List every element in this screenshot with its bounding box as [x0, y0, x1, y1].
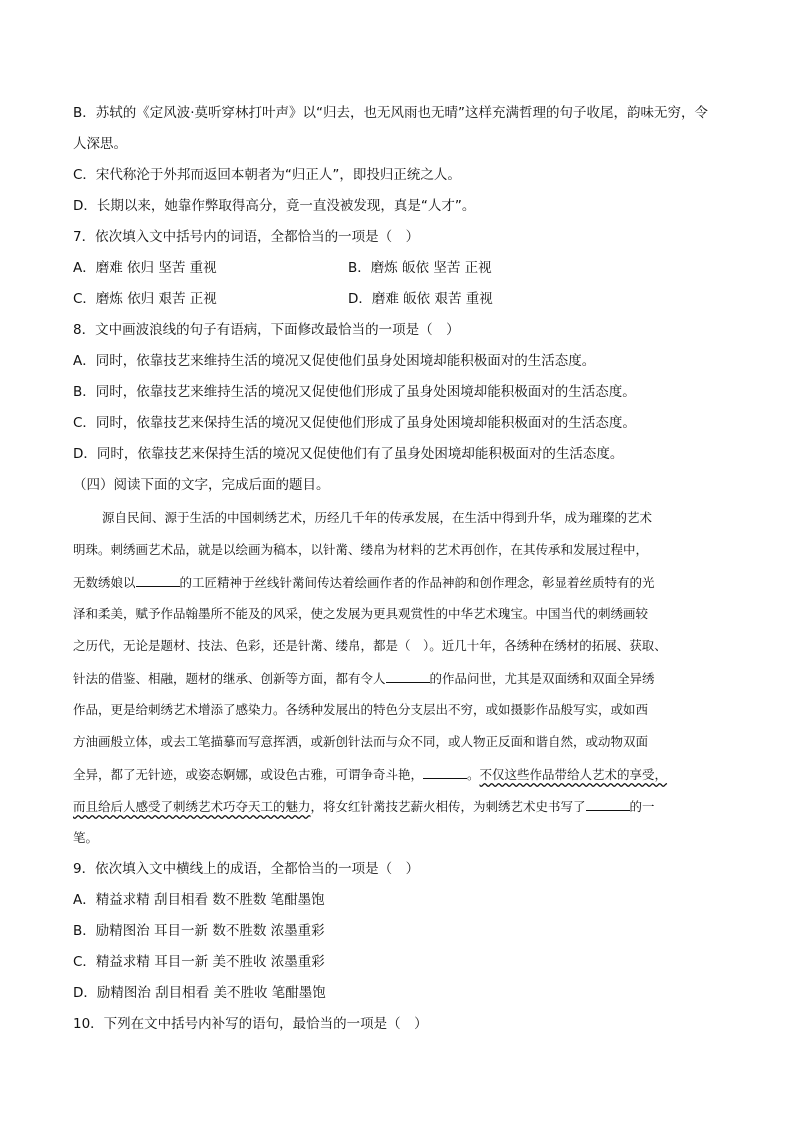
q9-option-c: C．精益求精 耳目一新 美不胜收 浓墨重彩 — [73, 954, 325, 970]
passage-line-7: 作品，更是给刺绣艺术增添了感染力。各绣种发展出的特色分支层出不穷，或如摄影作品般写实，或如西 — [73, 702, 649, 717]
q10-stem: 10．下列在文中括号内补写的语句，最恰当的一项是（ ） — [73, 1016, 428, 1032]
passage-line-10 — [73, 796, 723, 815]
passage-text: 的一 — [629, 799, 655, 814]
q7-option-a: A．磨难 依归 坚苦 重视 — [73, 260, 217, 276]
passage-line-11: 笔。 — [73, 830, 99, 845]
q7-option-d: D．磨难 皈依 艰苦 重视 — [348, 291, 493, 307]
section4-heading: （四）阅读下面的文字，完成后面的题目。 — [73, 477, 330, 493]
q9-option-b: B．励精图治 耳目一新 数不胜数 浓墨重彩 — [73, 923, 325, 939]
q6-option-d: D．长期以来，她靠作弊取得高分，竟一直没被发现，真是“人才”。 — [73, 198, 476, 214]
passage-line-9 — [73, 764, 723, 783]
blank-4 — [586, 796, 630, 811]
wavy-underlined-sentence: 而且给后人感受了刺绣艺术巧夺天工的魅力 — [73, 799, 311, 814]
wavy-underlined-sentence: 不仅这些作品带给人艺术的享受， — [479, 767, 668, 782]
q7-option-b: B．磨炼 皈依 坚苦 正视 — [348, 260, 492, 276]
passage-text: 。 — [467, 767, 480, 782]
passage-text: 无数绣娘以 — [73, 575, 136, 590]
q6-option-b-line2: 人深思。 — [73, 136, 127, 152]
q8-option-d: D．同时，依靠技艺来保持生活的境况又促使他们有了虽身处困境却能积极面对的生活态度。 — [73, 446, 624, 462]
q6-option-b-line1: B．苏轼的《定风波·莫听穿林打叶声》以“归去，也无风雨也无晴”这样充满哲理的句子收尾，韵味无穷，令 — [73, 105, 709, 121]
q8-option-a: A．同时，依靠技艺来维持生活的境况又促使他们虽身处困境却能积极面对的生活态度。 — [73, 353, 596, 369]
q6-option-c: C．宋代称沦于外邦而返回本朝者为“归正人”，即投归正统之人。 — [73, 167, 461, 183]
passage-text: 的工匠精神于丝线针黹间传达着绘画作者的作品神韵和创作理念，彰显着丝质特有的光 — [179, 575, 655, 590]
q8-stem: 8．文中画波浪线的句子有语病，下面修改最恰当的一项是（ ） — [73, 322, 460, 338]
passage-line-8: 方油画般立体，或去工笔描摹而写意挥洒，或新创针法而与众不同，或人物正反面和谐自然，或动物双面 — [73, 734, 649, 749]
blank-2 — [386, 668, 430, 683]
passage-line-5: 之历代，无论是题材、技法、色彩，还是针黹、缕帛，都是（ ）。近几十年，各绣种在绣材的拓展、获取、 — [73, 638, 667, 653]
passage-line-4: 泽和柔美，赋予作品翰墨所不能及的风采，使之发展为更具观赏性的中华艺术瑰宝。中国当代的刺绣画较 — [73, 606, 649, 621]
q9-stem: 9．依次填入文中横线上的成语，全都恰当的一项是（ ） — [73, 861, 420, 877]
q7-option-c: C．磨炼 依归 艰苦 正视 — [73, 291, 217, 307]
q8-option-c: C．同时，依靠技艺来保持生活的境况又促使他们形成了虽身处困境却能积极面对的生活态度。 — [73, 415, 636, 431]
passage-line-6 — [73, 668, 723, 687]
passage-text: ，将女红针黹技艺薪火相传，为刺绣艺术史书写了 — [310, 799, 586, 814]
blank-3 — [423, 764, 467, 779]
passage-text: 针法的借鉴、相融，题材的继承、创新等方面，都有令人 — [73, 671, 386, 686]
passage-line-1: 源自民间、源于生活的中国刺绣艺术，历经几千年的传承发展，在生活中得到升华，成为璀璨的艺术 — [102, 510, 653, 525]
passage-line-2: 明珠。刺绣画艺术品，就是以绘画为稿本，以针黹、缕帛为材料的艺术再创作，在其传承和发展过程中， — [73, 542, 649, 557]
q8-option-b: B．同时，依靠技艺来维持生活的境况又促使他们形成了虽身处困境却能积极面对的生活态度。 — [73, 384, 636, 400]
q7-stem: 7．依次填入文中括号内的词语，全都恰当的一项是（ ） — [73, 229, 420, 245]
q9-option-d: D．励精图治 刮目相看 美不胜收 笔酣墨饱 — [73, 985, 326, 1001]
passage-text: 全异，都了无针迹，或姿态婀娜，或设色古雅，可谓争奇斗艳， — [73, 767, 424, 782]
blank-1 — [136, 572, 180, 587]
q9-option-a: A．精益求精 刮目相看 数不胜数 笔酣墨饱 — [73, 892, 325, 908]
passage-line-3 — [73, 572, 723, 591]
passage-text: 的作品问世，尤其是双面绣和双面全异绣 — [429, 671, 655, 686]
